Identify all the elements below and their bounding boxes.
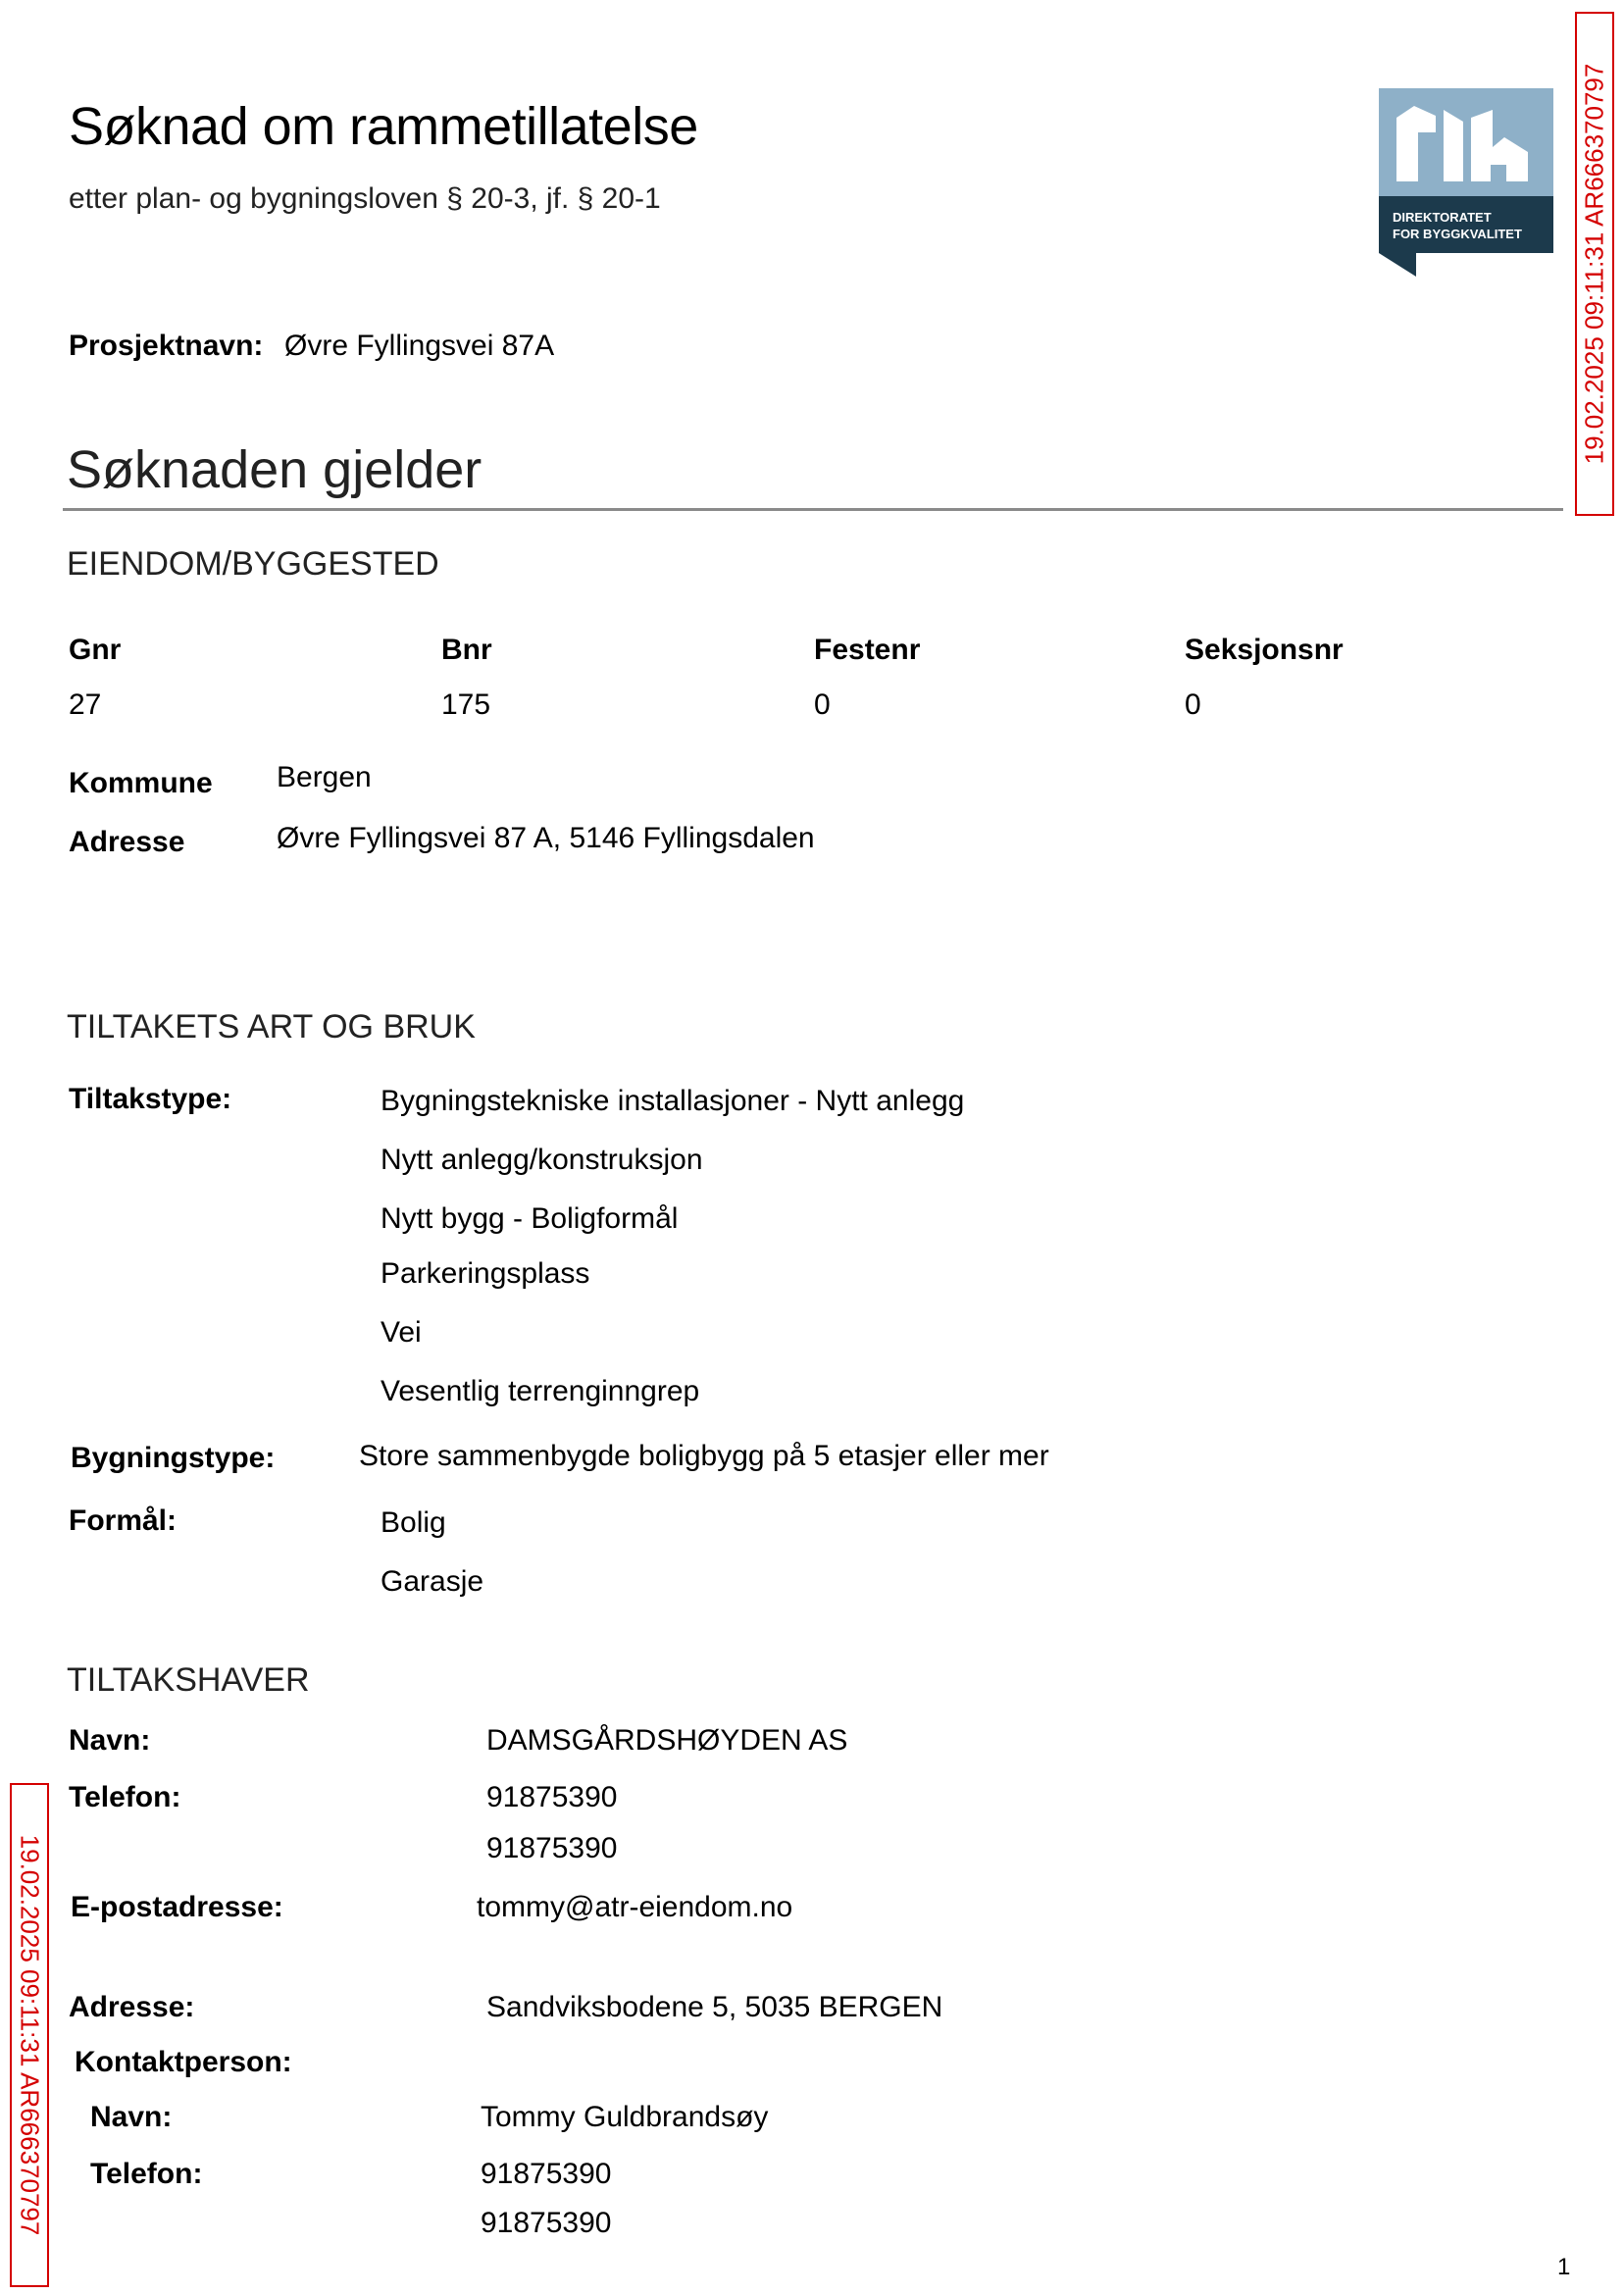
gnr-value: 27	[69, 688, 102, 721]
kommune-value: Bergen	[277, 761, 372, 793]
measure-heading: TILTAKETS ART OG BRUK	[67, 1008, 476, 1045]
document-title: Søknad om rammetillatelse	[69, 97, 698, 156]
page-number: 1	[1557, 2254, 1571, 2280]
contact-person-label: Kontaktperson:	[75, 2046, 292, 2078]
applicant-phone-value: 91875390	[486, 1832, 618, 1864]
timestamp-stamp-left	[10, 1783, 49, 2287]
contact-name-label: Navn:	[90, 2101, 173, 2133]
contact-phone-value: 91875390	[481, 2207, 612, 2239]
adresse-value: Øvre Fyllingsvei 87 A, 5146 Fyllingsdalen	[277, 822, 815, 854]
dibk-logo	[1379, 88, 1553, 277]
formaal-item: Bolig	[381, 1506, 446, 1539]
applicant-name-value: DAMSGÅRDSHØYDEN AS	[486, 1724, 848, 1757]
applicant-heading: TILTAKSHAVER	[67, 1661, 310, 1699]
applicant-phone-label: Telefon:	[69, 1781, 181, 1813]
project-value: Øvre Fyllingsvei 87A	[284, 330, 555, 362]
contact-phone-label: Telefon:	[90, 2158, 203, 2190]
applicant-address-label: Adresse:	[69, 1991, 195, 2023]
tiltakstype-item: Vesentlig terrenginngrep	[381, 1375, 700, 1407]
tiltakstype-item: Parkeringsplass	[381, 1257, 590, 1290]
tiltakstype-item: Nytt bygg - Boligformål	[381, 1202, 679, 1235]
applicant-name-label: Navn:	[69, 1724, 151, 1757]
stamp-text: 19.02.2025 09:11:31 AR666370797	[15, 1834, 45, 2236]
logo-text-line1: DIREKTORATET	[1393, 210, 1492, 225]
dibk-logo-graphic	[1379, 88, 1553, 277]
applicant-phone-value: 91875390	[486, 1781, 618, 1813]
festenr-label: Festenr	[814, 634, 921, 666]
seksjonsnr-label: Seksjonsnr	[1185, 634, 1344, 666]
contact-name-value: Tommy Guldbrandsøy	[481, 2101, 769, 2133]
document-subtitle: etter plan- og bygningsloven § 20-3, jf. § 20-1	[69, 182, 661, 215]
kommune-label: Kommune	[69, 767, 213, 799]
section-heading-applies: Søknaden gjelder	[67, 440, 482, 499]
contact-phone-value: 91875390	[481, 2158, 612, 2190]
applicant-email-label: E-postadresse:	[71, 1891, 283, 1923]
bygningstype-value: Store sammenbygde boligbygg på 5 etasjer eller mer	[359, 1440, 1049, 1472]
bnr-value: 175	[441, 688, 491, 721]
section-divider	[63, 508, 1563, 511]
bnr-label: Bnr	[441, 634, 492, 666]
tiltakstype-label: Tiltakstype:	[69, 1083, 232, 1115]
project-label: Prosjektnavn:	[69, 330, 264, 362]
tiltakstype-item: Bygningstekniske installasjoner - Nytt anlegg	[381, 1085, 965, 1117]
property-heading: EIENDOM/BYGGESTED	[67, 545, 439, 583]
applicant-address-value: Sandviksbodene 5, 5035 BERGEN	[486, 1991, 943, 2023]
adresse-label: Adresse	[69, 826, 185, 858]
bygningstype-label: Bygningstype:	[71, 1442, 276, 1474]
gnr-label: Gnr	[69, 634, 122, 666]
tiltakstype-item: Vei	[381, 1316, 422, 1349]
formaal-label: Formål:	[69, 1504, 178, 1537]
seksjonsnr-value: 0	[1185, 688, 1201, 721]
stamp-text: 19.02.2025 09:11:31 AR666370797	[1579, 63, 1609, 465]
timestamp-stamp-right	[1575, 12, 1614, 516]
logo-text-line2: FOR BYGGKVALITET	[1393, 227, 1522, 241]
festenr-value: 0	[814, 688, 831, 721]
tiltakstype-item: Nytt anlegg/konstruksjon	[381, 1144, 703, 1176]
applicant-email-value: tommy@atr-eiendom.no	[477, 1891, 793, 1923]
formaal-item: Garasje	[381, 1565, 484, 1598]
